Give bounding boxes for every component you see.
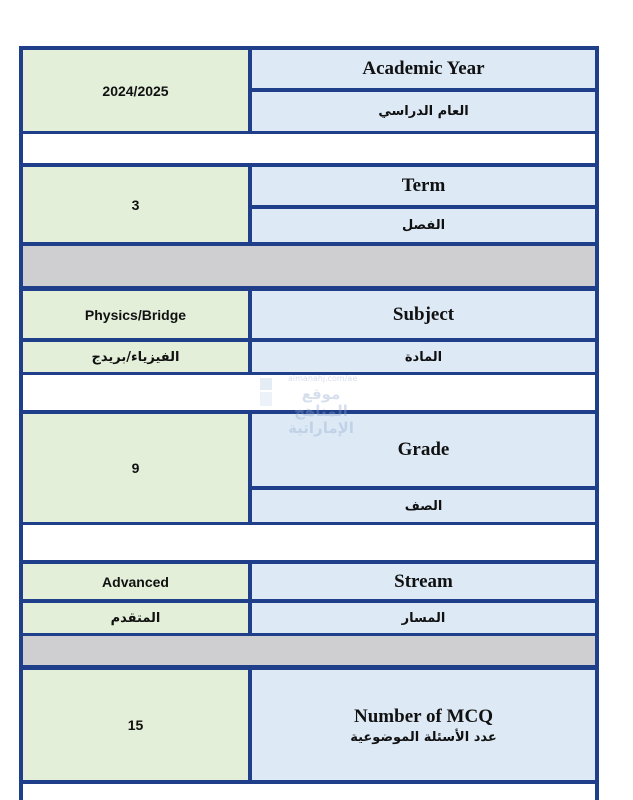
stream-label-ar: المسار: [252, 603, 595, 633]
term-label-ar: الفصل: [252, 209, 595, 242]
stream-value-en: Advanced: [23, 564, 248, 599]
grade-label-en: Grade: [252, 414, 595, 486]
exam-info-table: [19, 46, 599, 800]
term-label-en: Term: [252, 167, 595, 205]
subject-value-ar: الفيزياء/بريدج: [23, 342, 248, 372]
term-value: 3: [23, 167, 248, 242]
stream-label-en: Stream: [252, 564, 595, 599]
row-spacer: [23, 525, 595, 560]
mcq-count-value: 15: [23, 670, 248, 780]
row-separator: [23, 636, 595, 665]
row-spacer: [23, 375, 595, 410]
stream-value-ar: المتقدم: [23, 603, 248, 633]
watermark-brand-line1: موقع: [301, 385, 341, 403]
mcq-label-ar: عدد الأسئلة الموضوعية: [350, 729, 497, 745]
row-spacer: [23, 134, 595, 163]
watermark-brand-line2: المناهج الإماراتية: [288, 402, 354, 437]
grade-value: 9: [23, 414, 248, 522]
academic-year-label-ar: العام الدراسي: [252, 92, 595, 131]
academic-year-label-en: Academic Year: [252, 50, 595, 88]
mcq-label-en: Number of MCQ: [354, 705, 493, 727]
subject-label-ar: المادة: [252, 342, 595, 372]
grade-label-ar: الصف: [252, 490, 595, 522]
row-spacer: [23, 784, 595, 800]
row-separator: [23, 246, 595, 286]
watermark-url: almanahj.com/ae: [288, 374, 358, 383]
academic-year-value: 2024/2025: [23, 50, 248, 131]
mcq-label: [252, 670, 595, 780]
subject-value-en: Physics/Bridge: [23, 291, 248, 338]
subject-label-en: Subject: [252, 291, 595, 338]
